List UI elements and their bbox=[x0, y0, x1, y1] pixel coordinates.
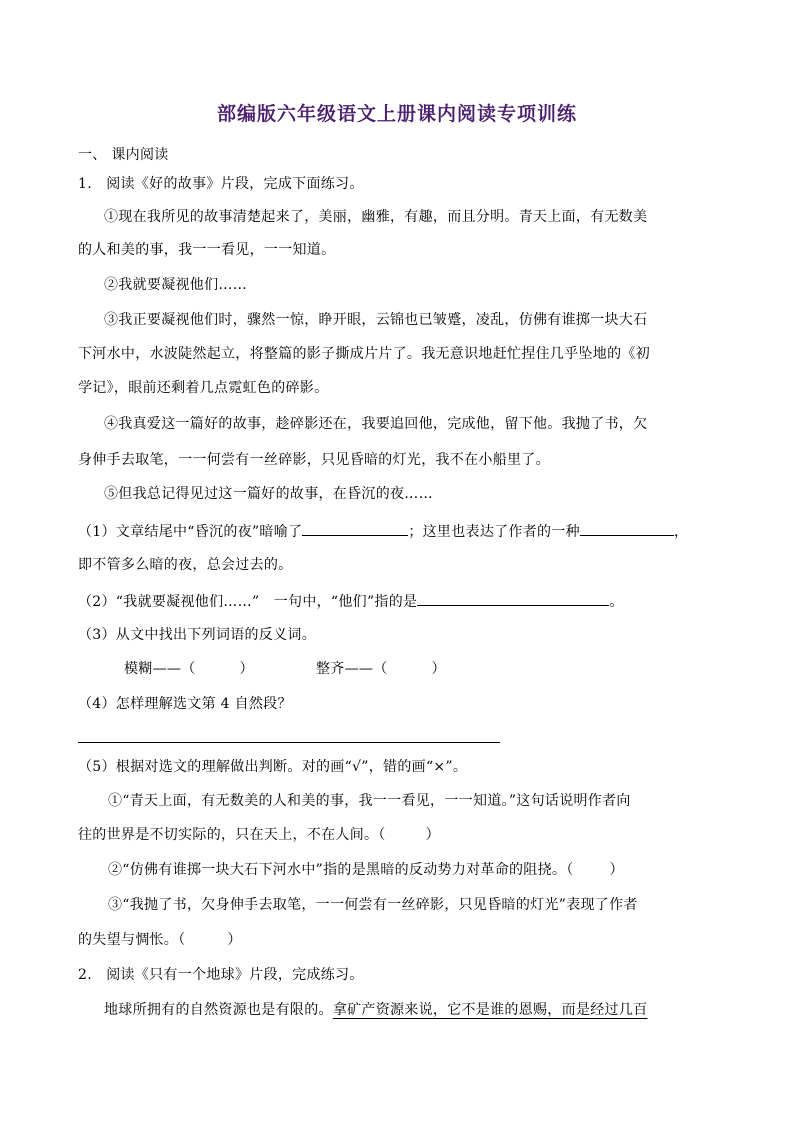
passage-paragraph-3-line-3: 学记》，眼前还剩着几点霓虹色的碎影。 bbox=[78, 380, 329, 396]
judgement-1-line-1: ①“青天上面，有无数美的人和美的事，我一一看见，一一知道。”这句话说明作者向 bbox=[108, 793, 631, 809]
judgement-3-end: ） bbox=[227, 932, 242, 948]
judgement-2 bbox=[108, 860, 624, 880]
judgement-1-line-2 bbox=[78, 825, 440, 845]
judgement-3-text: 的失望与惆怅。（ bbox=[78, 932, 186, 948]
judgement-3-line-1: ③“我抛了书，欠身伸手去取笔，一一何尝有一丝碎影，只见昏暗的灯光”表现了作者 bbox=[108, 897, 638, 913]
sub-question-2-text-a: （2）“我就要凝视他们……” 一句中，“他们”指的是 bbox=[78, 594, 418, 610]
judgement-1-end: ） bbox=[425, 827, 440, 843]
sub-question-1-line-2: 即不管多么暗的夜，总会过去的。 bbox=[78, 557, 293, 573]
antonym-item-1-end: ） bbox=[239, 661, 254, 677]
passage-paragraph-3-line-1: ③我正要凝视他们时，骤然一惊，睁开眼，云锦也已皱蹙，凌乱，仿佛有谁掷一块大石 bbox=[104, 312, 648, 328]
answer-line-4[interactable] bbox=[78, 742, 500, 743]
judgement-2-text: ②“仿佛有谁掷一块大石下河水中”指的是黑暗的反动势力对革命的阻挠。（ bbox=[108, 862, 574, 878]
passage-2-plain: 地球所拥有的自然资源也是有限的。 bbox=[104, 1002, 333, 1018]
sub-question-1-text-c: ， bbox=[673, 524, 689, 540]
passage-paragraph-4-line-2: 身伸手去取笔，一一何尝有一丝碎影，只见昏暗的灯光，我不在小船里了。 bbox=[78, 452, 550, 468]
question-2-prompt: 2. 阅读《只有一个地球》片段，完成练习。 bbox=[78, 967, 364, 983]
answer-blank-1[interactable] bbox=[302, 521, 408, 536]
section-heading: 一、 课内阅读 bbox=[78, 147, 169, 163]
page-title: 部编版六年级语文上册课内阅读专项训练 bbox=[216, 103, 577, 125]
sub-question-1-text-b: ；这里也表达了作者的一种 bbox=[408, 524, 580, 540]
answer-blank-2[interactable] bbox=[580, 521, 674, 536]
judgement-2-end: ） bbox=[609, 862, 624, 878]
judgement-1-text: 往的世界是不切实际的，只在天上，不在人间。（ bbox=[78, 827, 386, 843]
sub-question-2-text-b: 。 bbox=[609, 594, 624, 610]
passage-2-line-1 bbox=[104, 1000, 647, 1020]
passage-paragraph-1-line-2: 的人和美的事，我一一看见，一一知道。 bbox=[78, 242, 336, 258]
sub-question-3: （3）从文中找出下列词语的反义词。 bbox=[78, 627, 317, 643]
passage-paragraph-2: ②我就要凝视他们…… bbox=[104, 277, 247, 293]
judgement-3-line-2 bbox=[78, 930, 242, 950]
sub-question-1-text-a: （1）文章结尾中“昏沉的夜”暗喻了 bbox=[78, 524, 303, 540]
antonym-item-1 bbox=[124, 659, 254, 679]
sub-question-4: （4）怎样理解选文第 4 自然段？ bbox=[78, 696, 292, 712]
antonym-item-2-end: ） bbox=[431, 661, 446, 677]
passage-2-underlined: 拿矿产资源来说，它不是谁的恩赐，而是经过几百 bbox=[332, 1002, 648, 1018]
answer-blank-3[interactable] bbox=[417, 591, 609, 606]
passage-paragraph-4-line-1: ④我真爱这一篇好的故事，趁碎影还在，我要追回他，完成他，留下他。我抛了书，欠 bbox=[104, 416, 648, 432]
antonym-item-1-text: 模糊——（ bbox=[124, 661, 196, 677]
sub-question-5: （5）根据对选文的理解做出判断。对的画“√”，错的画“×”。 bbox=[78, 759, 468, 775]
sub-question-2 bbox=[78, 591, 624, 612]
sub-question-1 bbox=[78, 521, 688, 542]
antonym-item-2 bbox=[316, 659, 446, 679]
antonym-item-2-text: 整齐——（ bbox=[316, 661, 388, 677]
passage-paragraph-3-line-2: 下河水中，水波陡然起立，将整篇的影子撕成片片了。我无意识地赶忙捏住几乎坠地的《初 bbox=[78, 346, 650, 362]
passage-paragraph-5: ⑤但我总记得见过这一篇好的故事，在昏沉的夜…… bbox=[104, 486, 433, 502]
passage-paragraph-1-line-1: ①现在我所见的故事清楚起来了，美丽，幽雅，有趣，而且分明。青天上面，有无数美 bbox=[104, 209, 648, 225]
question-1-prompt: 1. 阅读《好的故事》片段，完成下面练习。 bbox=[78, 176, 364, 192]
